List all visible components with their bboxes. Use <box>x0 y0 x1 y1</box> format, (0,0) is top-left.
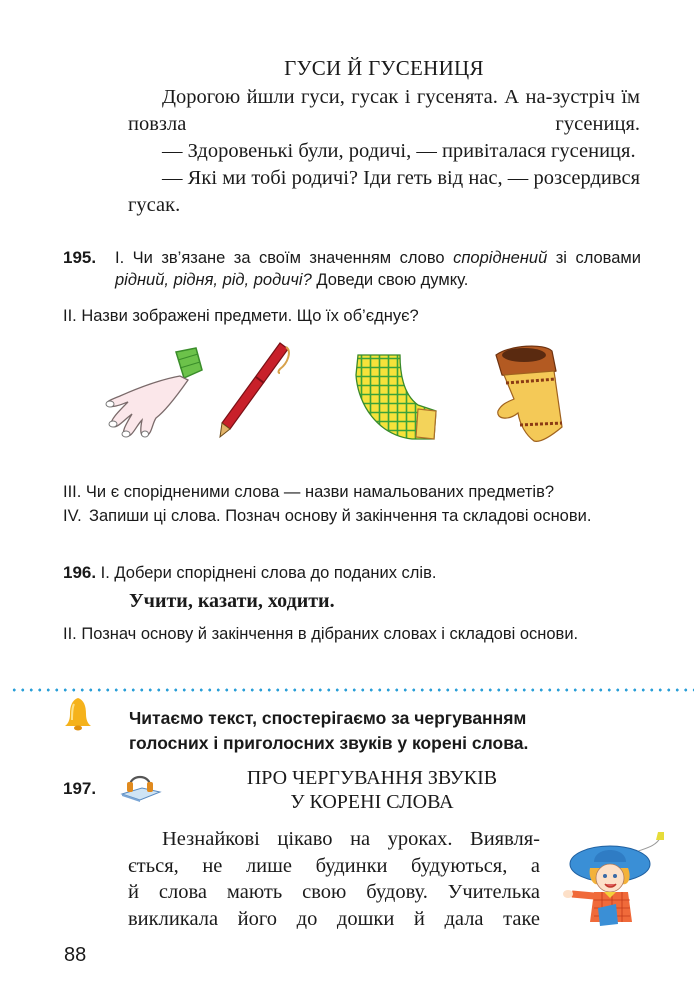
exercise-text: І. Добери споріднені слова до поданих слів. <box>96 564 437 582</box>
bell-icon <box>62 696 94 732</box>
exercise-197-title <box>232 766 512 814</box>
exercise-196-part-1 <box>63 562 436 584</box>
part-label: ІV. <box>63 507 82 525</box>
hand-illustration <box>98 340 208 440</box>
exercise-195-part-4 <box>63 505 641 527</box>
page-number: 88 <box>64 944 87 966</box>
story-text <box>128 84 640 219</box>
exercise-196-words: Учити, казати, ходити. <box>129 590 335 612</box>
text-line: викликала його до дошки й дала таке <box>128 907 540 930</box>
title-line: ПРО ЧЕРГУВАННЯ ЗВУКІВ <box>246 767 498 789</box>
exercise-197-text <box>128 826 540 932</box>
story-title: ГУСИ Й ГУСЕНИЦЯ <box>284 56 484 80</box>
story-paragraph: Дорогою йшли гуси, гусак і гусенята. А на-зустріч їм повзла гусениця. <box>128 86 640 135</box>
dotted-divider <box>10 688 694 692</box>
mitten-illustration <box>490 341 580 446</box>
exercise-195-part-1 <box>63 247 641 291</box>
sleeve-illustration <box>348 345 448 445</box>
exercise-text: І. Чи зв’язане за своїм значенням слово споріднений зі словами рідний, рідня, рід, родичі? Доведи свою думку. <box>115 249 641 289</box>
exercise-196-part-2: ІІ. Познач основу й закінчення в дібраних словах і складові основи. <box>63 625 579 643</box>
exercise-text: Запиши ці слова. Познач основу й закінчення та складові основи. <box>89 507 592 525</box>
lesson-note <box>129 706 528 756</box>
exercise-195-part-2: ІІ. Назви зображені предмети. Що їх об’єднує? <box>63 307 419 325</box>
text-line: й слова мають свою будову. Учителька <box>128 881 540 903</box>
story-paragraph: — Які ми тобі родичі? Іди геть від нас, — розсердився гусак. <box>128 167 640 216</box>
note-line: голосних і приголосних звуків у корені слова. <box>129 733 529 753</box>
exercise-number: 195. <box>63 248 97 267</box>
audio-book-icon[interactable] <box>118 768 164 804</box>
text-line: ється, не лише будинки будуються, а <box>128 854 540 877</box>
exercise-195-part-3: ІІІ. Чи є спорідненими слова — назви намальованих предметів? <box>63 483 555 501</box>
boy-character-illustration <box>560 820 670 930</box>
pen-illustration <box>208 337 298 442</box>
story-paragraph: — Здоровенькі були, родичі, — привіталася гусениця. <box>162 140 636 162</box>
title-line: У КОРЕНІ СЛОВА <box>290 791 454 813</box>
picture-row <box>90 335 610 445</box>
exercise-number: 196. <box>63 563 97 582</box>
note-line: Читаємо текст, спостерігаємо за чергуванням <box>129 708 527 728</box>
text-line: Незнайкові цікаво на уроках. Виявля- <box>162 828 540 850</box>
exercise-number: 197. <box>63 779 97 798</box>
